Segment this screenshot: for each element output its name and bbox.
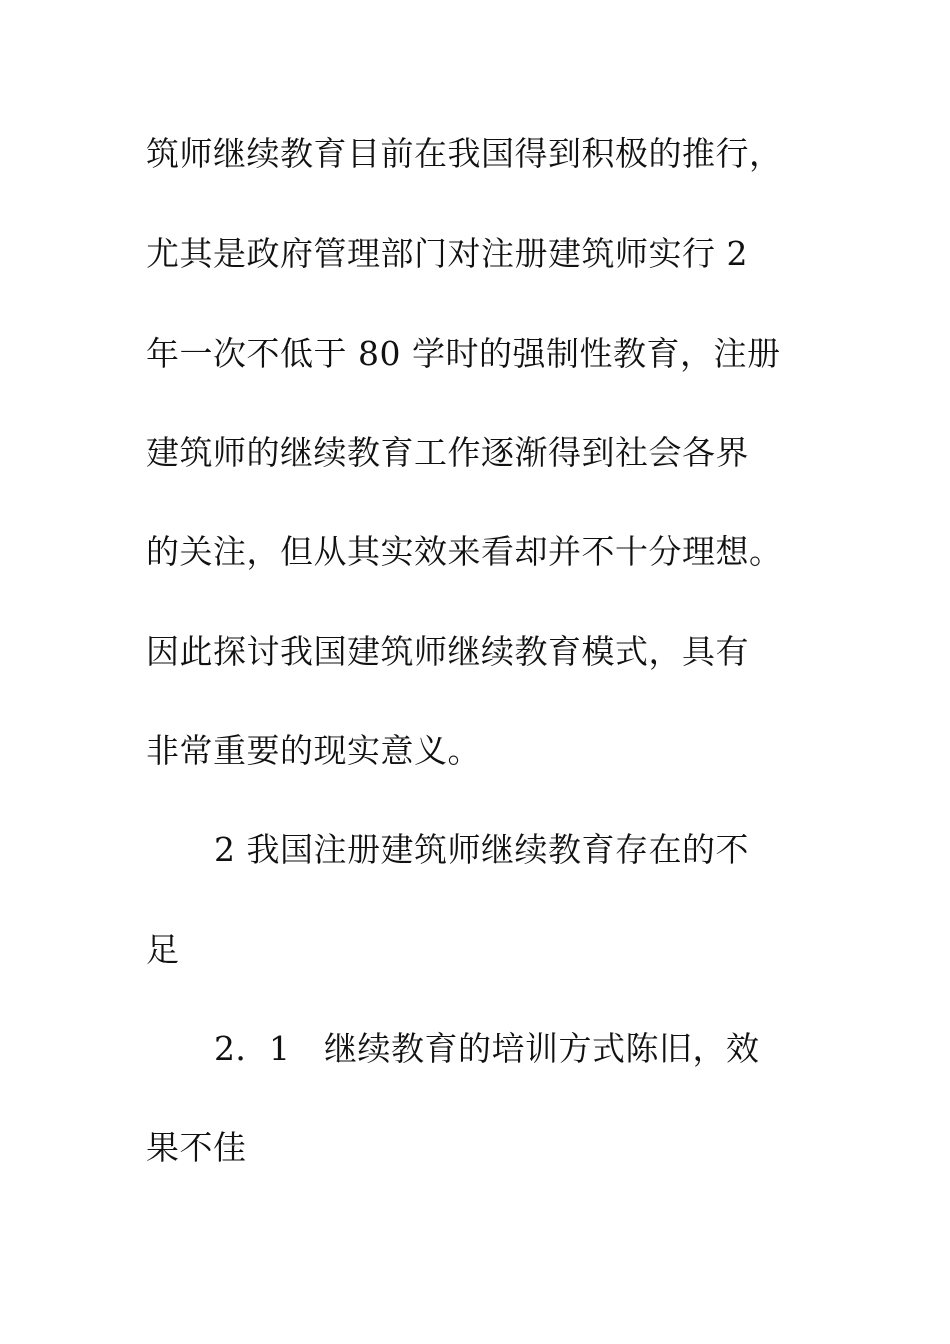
body-text-line: 尤其是政府管理部门对注册建筑师实行 2 — [146, 234, 748, 273]
section-heading-line: 2 我国注册建筑师继续教育存在的不 — [214, 830, 749, 869]
body-text-line: 非常重要的现实意义。 — [146, 731, 481, 770]
body-text-line: 建筑师的继续教育工作逐渐得到社会各界 — [146, 433, 749, 472]
subsection-heading-line: 2．1 继续教育的培训方式陈旧，效 — [214, 1029, 760, 1068]
body-text-line: 的关注，但从其实效来看却并不十分理想。 — [146, 532, 783, 571]
body-text-line: 年一次不低于 80 学时的强制性教育，注册 — [146, 334, 781, 373]
body-text-line: 筑师继续教育目前在我国得到积极的推行， — [146, 134, 783, 173]
subsection-heading-line: 果不佳 — [146, 1128, 247, 1167]
section-heading-line: 足 — [146, 930, 180, 969]
body-text-line: 因此探讨我国建筑师继续教育模式，具有 — [146, 632, 749, 671]
